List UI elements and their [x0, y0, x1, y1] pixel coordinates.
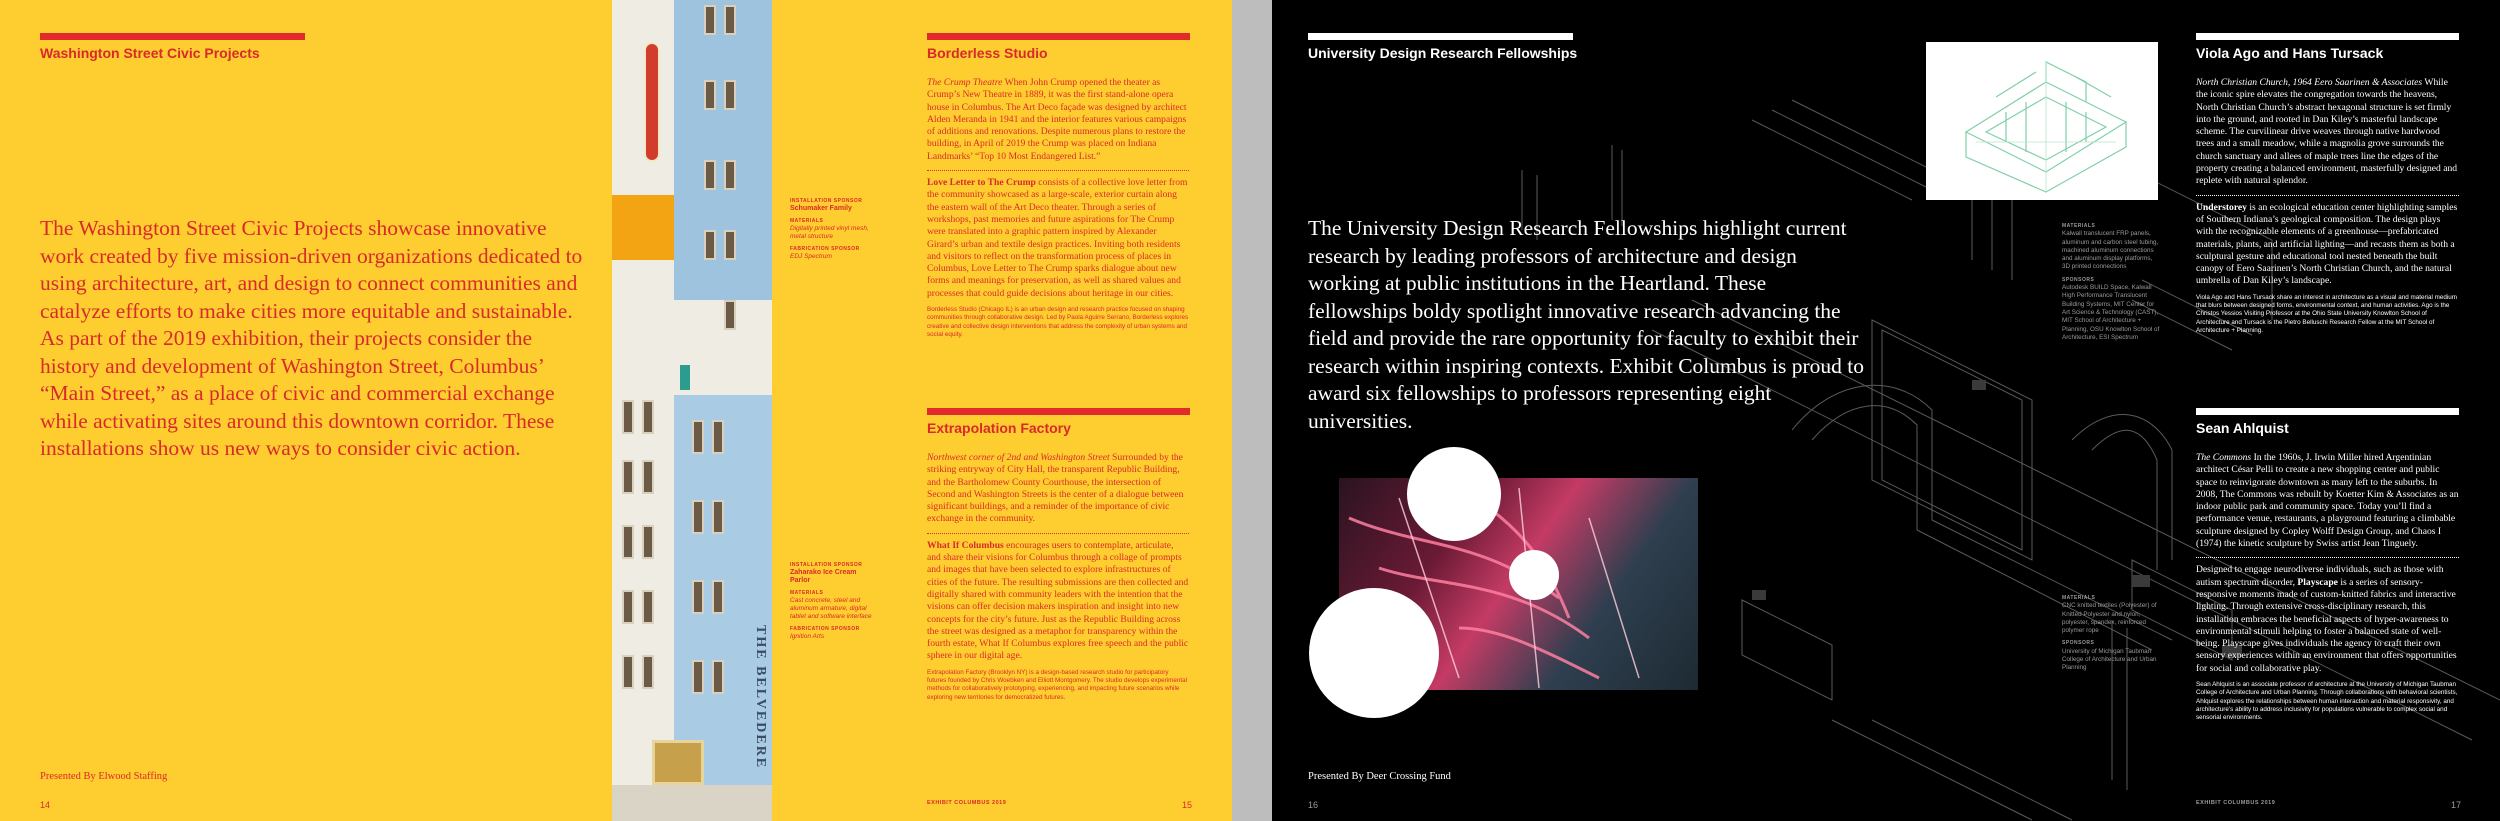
sidebar-credits-bottom	[790, 561, 872, 645]
window	[692, 580, 704, 614]
paragraph-text: While the iconic spire elevates the congregation towards the heavens, North Christian Church’s abstract hexagonal structure is set firmly into the ground, and rooted in Dan Kiley’s masterful landscape scheme. The curvilinear drive weaves through native hardwood trees and a small meadow, while a magnolia grove surrounds the church sanctuary and allees of maple trees line the edges of the property creating a balanced environment, masterfully designed and replete with natural splendor.	[2196, 77, 2458, 187]
caption-label: MATERIALS	[2062, 223, 2096, 229]
overlay-circle-bottom	[1309, 588, 1439, 718]
section-title: Washington Street Civic Projects	[40, 45, 260, 61]
window	[622, 655, 634, 689]
gutter	[1232, 0, 1272, 821]
sidebar-credits-bottom	[2062, 594, 2162, 673]
window	[642, 655, 654, 689]
caption-label: SPONSORS	[2062, 276, 2095, 283]
sponsors-text: Autodesk BUILD Space, Kalwall High Performance Translucent Building Systems, MIT Center for Art Science & Technology (CAST), MIT School of Architecture + Planning, OSU Knowlton School of Architecture, ESI Spectrum	[2062, 284, 2160, 341]
paragraph-text: encourages users to contemplate, articulate, and share their visions for Columbus through a collage of prompts and images that have been selected to explore infrastructures of cities of the future. The resulting submissions are then collected and digitally shared with community leaders with the intention that the visions can offer decision makers inspiration and insight into new concepts for the city’s future. Just as the Republic Building across the street was designed as a metaphor for transparency within the fourth estate, What If Columbus explores free speech and the public sphere in our digital age.	[927, 539, 1189, 662]
project-name: Understorey	[2196, 201, 2247, 213]
article-title-sean: Sean Ahlquist	[2196, 420, 2289, 436]
site-name: The Crump Theatre	[927, 77, 1003, 88]
article-paragraph	[2196, 77, 2459, 188]
overlay-circle-small	[1509, 550, 1559, 600]
site-name: Northwest corner of 2nd and Washington Street	[927, 452, 1110, 463]
storefront-door	[652, 740, 704, 785]
vertical-sign	[644, 42, 660, 162]
article-paragraph	[2196, 202, 2459, 288]
window	[712, 580, 724, 614]
page-number: 17	[2451, 800, 2462, 810]
paragraph-text: Designed to engage neurodiverse individuals, such as those with autism spectrum disorder,	[2196, 564, 2444, 588]
presented-by: Presented By Deer Crossing Fund	[1308, 771, 1451, 782]
caption-label: INSTALLATION SPONSOR	[790, 198, 863, 204]
article-borderless	[927, 77, 1189, 339]
dotted-divider	[2196, 557, 2459, 558]
presented-by: Presented By Elwood Staffing	[40, 771, 168, 782]
caption-label: FABRICATION SPONSOR	[790, 626, 860, 632]
dotted-divider	[2196, 195, 2459, 196]
window	[704, 80, 716, 110]
bio-text: Viola Ago and Hans Tursack share an interest in architecture as a visual and material medium that blurs between designed forms, environmental context, and human activities. Ago is the Christos Yessios Visiting Professor at the Ohio State University Knowlton School of Architecture and Tursack is the Pietro Belluschi Research Fellow at the MIT School of Architecture + Planning.	[2196, 293, 2457, 334]
window	[724, 80, 736, 110]
window	[692, 500, 704, 534]
window	[704, 230, 716, 260]
project-name: Playscape	[2297, 576, 2338, 588]
site-name: The Commons	[2196, 452, 2252, 463]
paragraph-text: In the 1960s, J. Irwin Miller hired Argentinian architect César Pelli to create a new shopping center and public space to reinvigorate downtown as many left to the suburbs. In 2008, The Commons was rebuilt by Koetter Kim & Associates as an indoor public park and community space. Today you’ll find a performance venue, restaurants, a playground featuring a climbable sculpture designed by Copley Wolff Design Group, and Chaos I (1974) the kinetic sculpture by Swiss artist Jean Tinguely.	[2196, 452, 2459, 550]
sponsors-text: University of Michigan Taubman College of Architecture and Urban Planning	[2062, 647, 2157, 672]
window	[642, 400, 654, 434]
article-sean	[2196, 452, 2459, 723]
project-name: What If Columbus	[927, 539, 1004, 551]
building-awning	[612, 195, 674, 260]
window	[622, 525, 634, 559]
paragraph-text: is a series of sensory-responsive moments made of custom-knitted fabrics and interactive lighting. Through extensive cross-disciplinary research, this installation embraces the beneficial aspects of hyper-awareness to environmental stimuli helping to foster a balanced state of well-being. Playscape gives individuals the agency to craft their own sensory experiences within an environment that offers opportunities for social and collaborative play.	[2196, 576, 2457, 674]
building-facade-upper	[674, 0, 772, 300]
window	[704, 160, 716, 190]
sidebar-credits-top	[790, 197, 870, 265]
project-name: Love Letter to The Crump	[927, 177, 1036, 189]
window	[724, 5, 736, 35]
intro-paragraph: The University Design Research Fellowships highlight current research by leading professors of architecture and design working at public institutions in the Heartland. These fellowships boldy spotlight innovative research advancing the field and provide the rare opportunity for faculty to exhibit their research within inspiring contexts. Exhibit Columbus is proud to award six fellowships to professors representing eight universities.	[1308, 216, 1864, 433]
article-extrapolation	[927, 452, 1189, 702]
footer-publication: EXHIBIT COLUMBUS 2019	[927, 800, 1007, 806]
paragraph-text: consists of a collective love letter from the community showcased as a large-scale, exterior curtain along the eastern wall of the Art Deco theater. Through a series of workshops, past memories and future aspirations for The Crump were translated into a graphic pattern inspired by Alexander Girard’s urban and textile design practices. Inviting both residents and visitors to reflect on the transformation process of places in Columbus, Love Letter to The Crump sparks dialogue about new forms and meanings for preservation, as well as shared values and processes that could guide decisions about heritage in our cities.	[927, 177, 1188, 299]
fabrication-text: EDJ Spectrum	[790, 253, 832, 260]
bio-text: Borderless Studio (Chicago IL) is an urban design and research practice focused on shaping communities through collaborative design. Led by Paola Aguirre Serrano, Borderless explores creative and collective design interventions that address the complexity of urban systems and social equity.	[927, 306, 1189, 338]
dotted-divider	[927, 170, 1189, 171]
window	[622, 590, 634, 624]
window	[642, 590, 654, 624]
section-rule	[927, 33, 1190, 40]
page-number: 16	[1308, 800, 1319, 810]
paragraph-text: When John Crump opened the theater as Crump’s New Theatre in 1889, it was the first stand-alone opera house in Columbus. The Art Deco façade was designed by architect Alden Meranda in 1941 and the interior features various campaigns of additions and renovations. Despite numerous plans to restore the building, in April of 2019 the Crump was placed on Indiana Landmarks’ “Top 10 Most Endangered List.”	[927, 77, 1187, 162]
section-rule	[1308, 33, 1573, 40]
window	[642, 460, 654, 494]
window	[724, 160, 736, 190]
window	[692, 420, 704, 454]
intro-paragraph: The Washington Street Civic Projects showcase innovative work created by five mission-driven organizations dedicated to using architecture, art, and design to connect communities and catalyze efforts to make cities more equitable and sustainable. As part of the 2019 exhibition, their projects consider the history and development of Washington Street, Columbus’ “Main Street,” as a place of civic and commercial exchange while activating sites around this downtown corridor. These installations show us new ways to consider civic action.	[40, 216, 583, 460]
article-paragraph	[927, 452, 1189, 526]
sidebar-credits-top	[2062, 222, 2162, 342]
bio-text: Sean Ahlquist is an associate professor of architecture at the University of Michigan Taubman College of Architecture and Urban Planning. Through collaborations with behavioral scientists, Ahlquist explores the relationships between human interaction and material responsivity, and architecture’s ability to address inclusivity for populations vulnerable to complex social and sensorial environments.	[2196, 681, 2458, 722]
overlay-circle-large	[1407, 447, 1501, 541]
window	[642, 525, 654, 559]
caption-label: SPONSORS	[2062, 640, 2095, 647]
caption-label: MATERIALS	[790, 590, 824, 596]
paragraph-text: Surrounded by the striking entryway of City Hall, the transparent Republic Building, and the Bartholomew County Courthouse, the intersection of Second and Washington Streets is the center of a dialogue between significant buildings, and a reminder of the importance of civic exchange in the community.	[927, 452, 1184, 525]
article-paragraph	[927, 77, 1189, 163]
bio-text: Extrapolation Factory (Brooklyn NY) is a design-based research studio for participatory futures founded by Chris Woebken and Elliott Montgomery. The studio develops experimental methods for collaboratively prototyping, experiencing, and impacting future scenarios while exploring new territories for democratized futures.	[927, 668, 1188, 701]
caption-label: MATERIALS	[2062, 595, 2096, 601]
window	[622, 460, 634, 494]
paragraph-text: is an ecological education center highlighting samples of Southern Indiana’s geological composition. The design plays with the recognizable elements of a greenhouse—prefabricated materials, plants, and artificial lighting—and recasts them as both a sculptural gesture and educational tool nested beneath the built canopy of Eero Saarinen’s North Christian Church, and the natural umbrella of Dan Kiley’s landscape.	[2196, 201, 2458, 287]
window	[712, 500, 724, 534]
section-rule	[40, 33, 305, 40]
materials-text: Digitally printed vinyl mesh, metal structure	[790, 225, 869, 240]
article-title-viola: Viola Ago and Hans Tursack	[2196, 45, 2384, 61]
article-paragraph	[927, 540, 1189, 663]
section-rule	[2196, 408, 2459, 415]
section-rule	[2196, 33, 2459, 40]
article-paragraph	[2196, 564, 2459, 675]
window	[724, 230, 736, 260]
dotted-divider	[927, 533, 1189, 534]
article-paragraph	[2196, 452, 2459, 550]
building-lettering: THE BELVEDERE	[753, 625, 768, 770]
page-number: 14	[40, 800, 51, 810]
sidewalk	[612, 785, 772, 821]
window	[724, 300, 736, 330]
building-photo	[612, 0, 772, 821]
model-rendering	[1926, 42, 2158, 200]
caption-label: INSTALLATION SPONSOR	[790, 562, 863, 568]
caption-label: FABRICATION SPONSOR	[790, 246, 860, 252]
article-title-extrapolation: Extrapolation Factory	[927, 420, 1071, 436]
fabrication-text: Ignition Arts	[790, 633, 825, 640]
sponsor-name: Schumaker Family	[790, 205, 852, 212]
section-title: University Design Research Fellowships	[1308, 45, 1578, 61]
section-rule	[927, 408, 1190, 415]
window	[704, 5, 716, 35]
window	[712, 660, 724, 694]
article-viola	[2196, 77, 2459, 335]
materials-text: Cast concrete, steel and aluminum armature, digital tablet and software interface	[790, 597, 872, 620]
materials-text: Kalwall translucent FRP panels, aluminum and carbon steel tubing, machined aluminum connections and aluminum display platforms, 3D printed connections	[2062, 230, 2159, 271]
window	[622, 400, 634, 434]
window	[712, 420, 724, 454]
article-title-borderless: Borderless Studio	[927, 45, 1048, 61]
sponsor-name: Zaharako Ice Cream Parlor	[790, 569, 857, 584]
yellow-spread	[0, 0, 1232, 821]
page-number: 15	[1182, 800, 1193, 810]
caption-label: MATERIALS	[790, 218, 824, 224]
window	[692, 660, 704, 694]
model-drawing	[1926, 42, 2158, 200]
site-name: North Christian Church, 1964 Eero Saarinen & Associates	[2196, 77, 2423, 88]
article-paragraph	[927, 177, 1189, 300]
sign-panel	[680, 365, 690, 390]
footer-publication: EXHIBIT COLUMBUS 2019	[2196, 800, 2276, 806]
materials-text: CNC knitted textiles (Polyester) of Knitted Polyester and nylon, polyester, spandex, reinforced polymer rope	[2062, 602, 2157, 635]
